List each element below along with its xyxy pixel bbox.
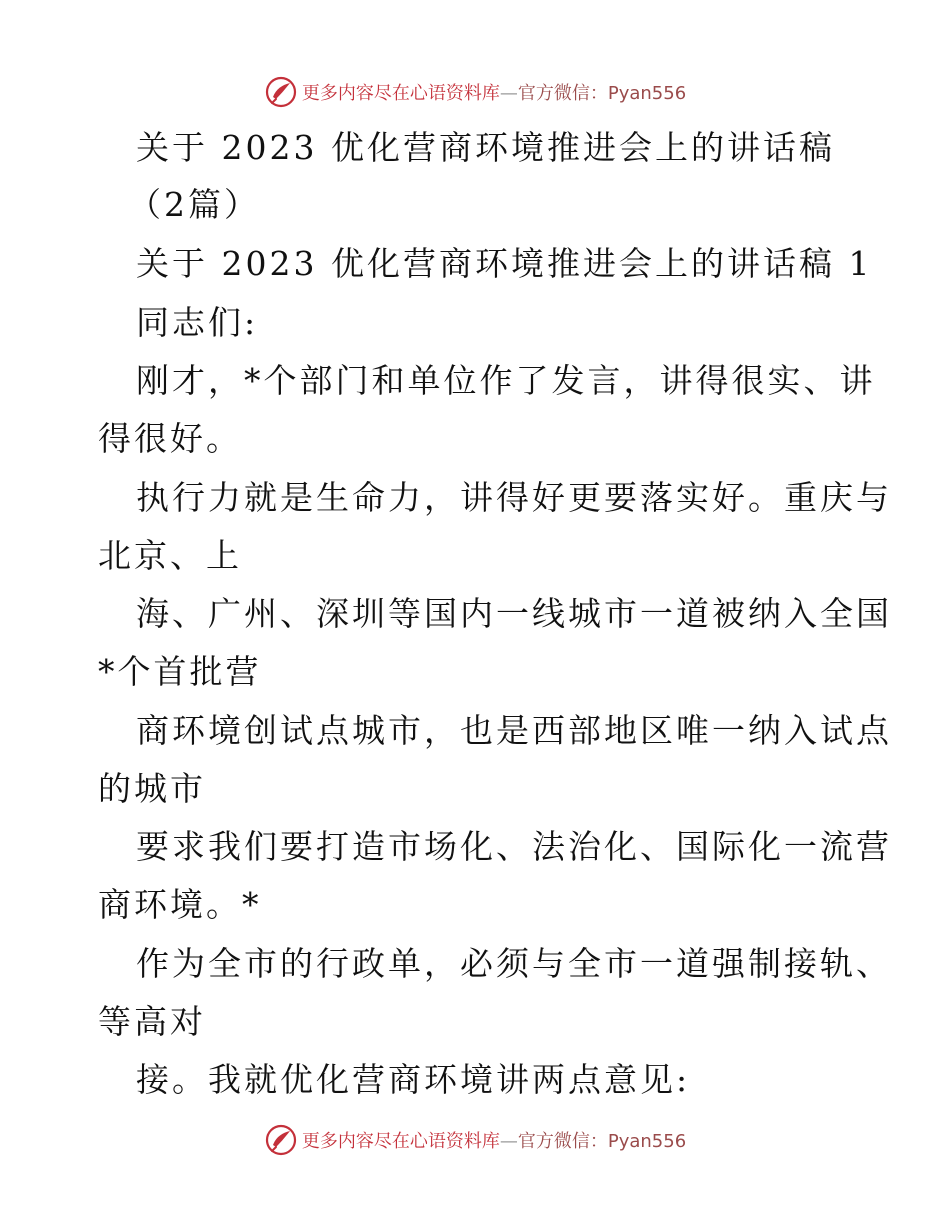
header-watermark xyxy=(0,72,950,112)
watermark-main-text: 更多内容尽在心语资料库 xyxy=(301,1131,500,1152)
paragraph-line: 商环境。* xyxy=(98,885,262,924)
paragraph-line: 得很好。 xyxy=(98,419,242,458)
watermark-dash: — xyxy=(499,1131,518,1152)
brand-logo-icon xyxy=(264,1123,298,1157)
section-heading: 关于 2023 优化营商环境推进会上的讲话稿 1 xyxy=(136,244,873,283)
watermark-dash: — xyxy=(499,83,518,104)
salutation: 同志们: xyxy=(136,303,259,342)
document-title-line-1: 关于 2023 优化营商环境推进会上的讲话稿 xyxy=(136,128,835,167)
paragraph-line: 海、广州、深圳等国内一线城市一道被纳入全国 xyxy=(136,594,892,633)
watermark-text xyxy=(302,1127,686,1153)
paragraph-line: 等高对 xyxy=(98,1002,206,1041)
brand-logo-icon xyxy=(264,75,298,109)
paragraph-line: *个首批营 xyxy=(98,652,262,691)
paragraph-line: 北京、上 xyxy=(98,536,242,575)
paragraph-line: 作为全市的行政单，必须与全市一道强制接轨、 xyxy=(136,944,892,983)
document-title-line-2: （2篇） xyxy=(128,185,260,224)
paragraph-line: 执行力就是生命力，讲得好更要落实好。重庆与 xyxy=(136,478,892,517)
paragraph-line: 要求我们要打造市场化、法治化、国际化一流营 xyxy=(136,827,892,866)
watermark-text xyxy=(302,79,686,105)
footer-watermark xyxy=(0,1120,950,1160)
paragraph-line: 商环境创试点城市，也是西部地区唯一纳入试点 xyxy=(136,711,892,750)
watermark-contact: 官方微信：Pyan556 xyxy=(517,83,687,104)
paragraph-line: 接。我就优化营商环境讲两点意见: xyxy=(136,1060,691,1099)
watermark-contact: 官方微信：Pyan556 xyxy=(517,1131,687,1152)
paragraph-line: 的城市 xyxy=(98,769,206,808)
watermark-main-text: 更多内容尽在心语资料库 xyxy=(301,83,500,104)
paragraph-line: 刚才，*个部门和单位作了发言，讲得很实、讲 xyxy=(136,361,876,400)
